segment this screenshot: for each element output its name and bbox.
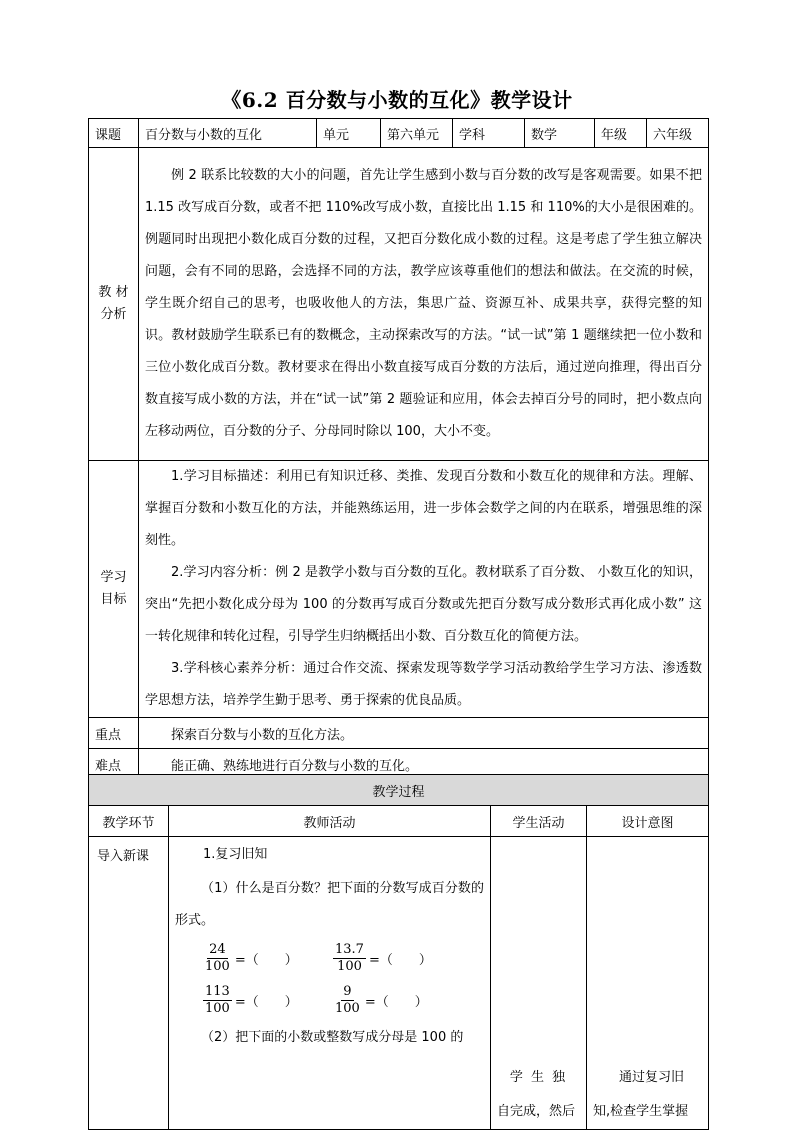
fraction: $\frac{13.7}{100}$ xyxy=(335,941,364,974)
analysis-cell xyxy=(139,148,709,461)
fraction: $\frac{24}{100}$ xyxy=(205,941,230,974)
analysis-row xyxy=(89,148,709,461)
topic-label: 课题 xyxy=(89,119,139,148)
col-design: 设计意图 xyxy=(587,806,709,837)
objective-2: 2.学习内容分析：例 2 是教学小数与百分数的互化。教材联系了百分数、 小数互化的知识，突出“先把小数化成分母为 100 的分数再写成百分数或先把百分数写成分数形式再化成小数” 这一转化规律和转化过程，引导学生归纳概括出小数、百分数互化的简便方法。 xyxy=(145,565,702,644)
fraction-row-2 xyxy=(175,979,484,1021)
process-heading: 教学过程 xyxy=(89,775,709,806)
fraction-row-1 xyxy=(175,937,484,979)
info-table xyxy=(88,118,709,780)
subject-label: 学科 xyxy=(453,119,525,148)
intro-teacher-cell xyxy=(169,837,491,1130)
intro-student-cell: 学 生 独 自完成，然后 xyxy=(491,837,587,1130)
analysis-text: 例 2 联系比较数的大小的问题，首先让学生感到小数与百分数的改写是客观需要。如果不把 1.15 改写成百分数，或者不把 110%改写成小数，直接比出 1.15 和 110%的大小是很困难的。例题同时出现把小数化成百分数的过程，又把百分数化成小数的过程。这是考虑了学生独立解决问题，会有不同的思路，会选择不同的方法，教学应该尊重他们的想法和做法。在交流的时候，学生既介绍自己的思考，也吸收他人的方法，集思广益、资源互补、成果共享，获得完整的知识。教材鼓励学生联系已有的数概念，主动探索改写的方法。“试一试”第 1 题继续把一位小数和三位小数化成百分数。教材要求在得出小数直接写成百分数的方法后，通过逆向推理，得出百分数直接写成小数的方法，并在“试一试”第 2 题验证和应用，体会去掉百分号的同时，把小数点向左移动两位，百分数的分子、分母同时除以 100，大小不变。 xyxy=(145,168,702,439)
process-table xyxy=(88,774,709,1130)
process-columns-row xyxy=(89,806,709,837)
question-2: （2）把下面的小数或整数写成分母是 100 的 xyxy=(201,1030,464,1045)
fraction-item: $\frac{9}{100}$ =（ ） xyxy=(335,983,428,1016)
topic-value: 百分数与小数的互化 xyxy=(139,119,317,148)
intro-row xyxy=(89,837,709,1130)
col-teacher: 教师活动 xyxy=(169,806,491,837)
question-1: （1）什么是百分数？把下面的分数写成百分数的形式。 xyxy=(175,881,484,928)
difficulty-text: 能正确、熟练地进行百分数与小数的互化。 xyxy=(139,749,709,780)
key-point-text: 探索百分数与小数的互化方法。 xyxy=(139,718,709,749)
objectives-label: 学习 目标 xyxy=(89,461,139,718)
fraction-item: $\frac{24}{100}$ =（ ） xyxy=(205,941,298,974)
subject-value: 数学 xyxy=(525,119,595,148)
col-student: 学生活动 xyxy=(491,806,587,837)
unit-value: 第六单元 xyxy=(381,119,453,148)
review-heading: 1.复习旧知 xyxy=(203,847,268,862)
grade-label: 年级 xyxy=(595,119,647,148)
objectives-row xyxy=(89,461,709,718)
col-step: 教学环节 xyxy=(89,806,169,837)
process-heading-row xyxy=(89,775,709,806)
objectives-cell xyxy=(139,461,709,718)
objective-1: 1.学习目标描述：利用已有知识迁移、类推、发现百分数和小数互化的规律和方法。理解、掌握百分数和小数互化的方法，并能熟练运用，进一步体会数学之间的内在联系，增强思维的深刻性。 xyxy=(145,469,702,548)
fraction: $\frac{9}{100}$ xyxy=(335,983,360,1016)
fraction-item: $\frac{13.7}{100}$ =（ ） xyxy=(335,941,432,974)
difficulty-label: 难点 xyxy=(89,749,139,780)
grade-value: 六年级 xyxy=(647,119,709,148)
intro-step: 导入新课 xyxy=(89,837,169,1130)
objective-3: 3.学科核心素养分析：通过合作交流、探索发现等数学学习活动教给学生学习方法、渗透数学思想方法，培养学生勤于思考、勇于探索的优良品质。 xyxy=(145,661,702,708)
analysis-label: 教 材 分析 xyxy=(89,148,139,461)
fraction-item: $\frac{113}{100}$ =（ ） xyxy=(205,983,298,1016)
page-title: 《6.2 百分数与小数的互化》教学设计 xyxy=(221,88,573,112)
key-point-label: 重点 xyxy=(89,718,139,749)
header-row xyxy=(89,119,709,148)
intro-design-cell: 通过复习旧 知,检查学生掌握 xyxy=(587,837,709,1130)
unit-label: 单元 xyxy=(317,119,381,148)
key-point-row xyxy=(89,718,709,749)
fraction: $\frac{113}{100}$ xyxy=(205,983,230,1016)
